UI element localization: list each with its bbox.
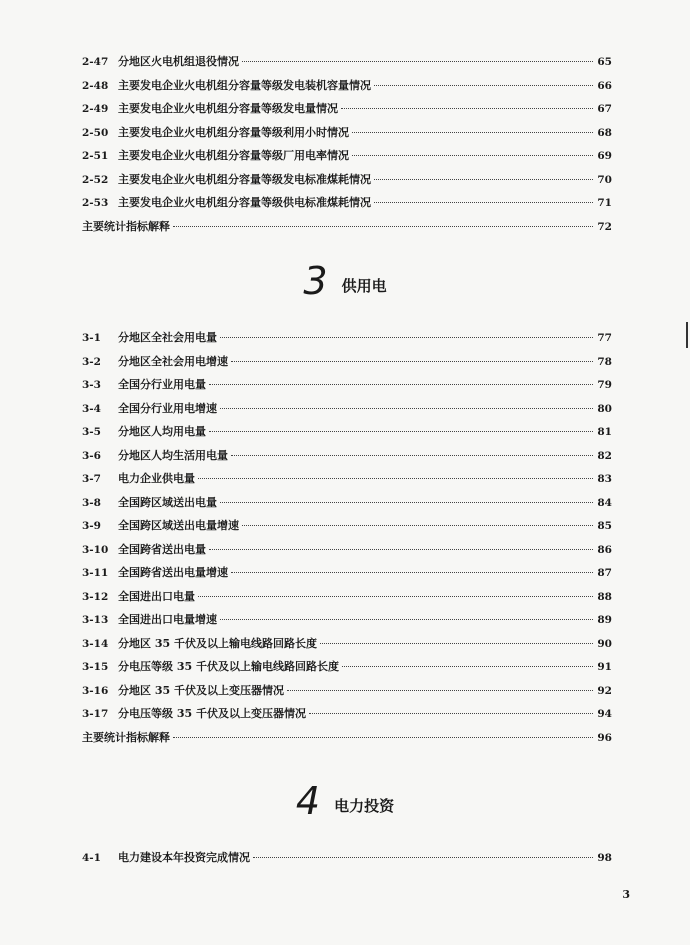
leader-dots xyxy=(220,502,593,503)
leader-dots xyxy=(374,202,593,203)
entry-title: 全国跨省送出电量 xyxy=(118,542,206,556)
toc-entry-notes[interactable] xyxy=(82,726,612,750)
leader-dots xyxy=(342,666,593,667)
entry-page: 86 xyxy=(597,543,612,556)
leader-dots xyxy=(198,596,593,597)
entry-title: 全国分行业用电增速 xyxy=(118,401,217,415)
toc-entry[interactable] xyxy=(82,50,612,74)
toc-entry[interactable] xyxy=(82,191,612,215)
toc-entry[interactable] xyxy=(82,561,612,585)
entry-page: 65 xyxy=(597,56,612,68)
toc-entry[interactable] xyxy=(82,679,612,703)
toc-entry[interactable] xyxy=(82,144,612,168)
entry-page: 96 xyxy=(597,731,612,744)
entry-title: 分地区火电机组退役情况 xyxy=(118,55,239,68)
toc-entry[interactable] xyxy=(82,467,612,491)
leader-dots xyxy=(173,226,593,227)
leader-dots xyxy=(220,619,593,620)
toc-entry[interactable] xyxy=(82,121,612,145)
entry-page: 85 xyxy=(597,520,612,532)
entry-number: 3-6 xyxy=(82,449,101,462)
entry-page: 80 xyxy=(597,402,612,415)
entry-number: 3-13 xyxy=(82,614,109,626)
entry-number: 2-51 xyxy=(82,150,109,162)
entry-title: 主要发电企业火电机组分容量等级利用小时情况 xyxy=(118,125,349,139)
toc-entry[interactable] xyxy=(82,702,612,726)
entry-title: 电力企业供电量 xyxy=(118,472,195,485)
entry-title: 主要发电企业火电机组分容量等级厂用电率情况 xyxy=(118,149,349,162)
entry-page: 88 xyxy=(597,590,612,603)
leader-dots xyxy=(320,643,593,644)
leader-dots xyxy=(309,713,593,714)
entry-number: 3-10 xyxy=(82,543,109,556)
entry-title: 全国跨区域送出电量 xyxy=(118,495,217,509)
chapter-number: 4 xyxy=(295,779,321,823)
entry-number: 3-3 xyxy=(82,379,101,391)
entry-number: 2-53 xyxy=(82,197,109,209)
chapter-number: 3 xyxy=(303,259,328,303)
entry-page: 87 xyxy=(597,567,612,579)
entry-title: 主要发电企业火电机组分容量等级发电标准煤耗情况 xyxy=(118,172,371,186)
entry-title: 分电压等级 35 千伏及以上输电线路回路长度 xyxy=(118,660,339,673)
entry-page: 84 xyxy=(597,496,612,509)
entry-title: 全国进出口电量增速 xyxy=(118,613,217,626)
leader-dots xyxy=(374,85,593,86)
toc-entry[interactable] xyxy=(82,514,612,538)
entry-page: 66 xyxy=(597,79,612,92)
toc-entry[interactable] xyxy=(82,608,612,632)
leader-dots xyxy=(253,857,593,858)
entry-number: 2-48 xyxy=(82,79,109,92)
entry-title: 分电压等级 35 千伏及以上变压器情况 xyxy=(118,707,306,720)
toc-entry[interactable] xyxy=(82,655,612,679)
entry-title: 主要发电企业火电机组分容量等级发电量情况 xyxy=(118,102,338,115)
toc-entry-notes[interactable] xyxy=(82,215,612,239)
entry-number: 2-50 xyxy=(82,126,109,139)
entry-number: 3-8 xyxy=(82,496,101,509)
entry-page: 91 xyxy=(597,661,612,673)
entry-number: 3-7 xyxy=(82,473,101,485)
entry-number: 3-4 xyxy=(82,402,101,415)
toc-entry[interactable] xyxy=(82,350,612,374)
entry-page: 77 xyxy=(597,332,612,344)
leader-dots xyxy=(173,737,593,738)
leader-dots xyxy=(231,572,593,573)
leader-dots xyxy=(231,455,593,456)
entry-title: 分地区 35 千伏及以上输电线路回路长度 xyxy=(118,636,317,650)
entry-title: 主要发电企业火电机组分容量等级发电装机容量情况 xyxy=(118,78,371,92)
entry-title: 全国跨省送出电量增速 xyxy=(118,566,228,579)
entry-page: 69 xyxy=(597,150,612,162)
toc-section-3 xyxy=(82,326,612,749)
entry-page: 78 xyxy=(597,355,612,368)
chapter-4-heading xyxy=(0,779,690,823)
entry-page: 98 xyxy=(597,852,612,864)
toc-section-2 xyxy=(82,50,612,238)
entry-page: 68 xyxy=(597,126,612,139)
leader-dots xyxy=(341,108,593,109)
entry-number: 3-17 xyxy=(82,708,109,720)
entry-page: 81 xyxy=(597,426,612,438)
entry-number: 3-2 xyxy=(82,355,101,368)
entry-title: 全国跨区域送出电量增速 xyxy=(118,519,239,532)
leader-dots xyxy=(220,408,593,409)
entry-page: 72 xyxy=(597,220,612,233)
leader-dots xyxy=(242,61,593,62)
leader-dots xyxy=(231,361,593,362)
toc-entry[interactable] xyxy=(82,373,612,397)
entry-number: 2-52 xyxy=(82,173,109,186)
toc-entry[interactable] xyxy=(82,491,612,515)
leader-dots xyxy=(352,132,593,133)
toc-entry[interactable] xyxy=(82,585,612,609)
entry-page: 70 xyxy=(597,173,612,186)
scan-edge-mark xyxy=(686,322,688,348)
entry-page: 71 xyxy=(597,197,612,209)
toc-entry[interactable] xyxy=(82,397,612,421)
entry-page: 90 xyxy=(597,637,612,650)
leader-dots xyxy=(209,431,593,432)
toc-entry[interactable] xyxy=(82,168,612,192)
entry-page: 67 xyxy=(597,103,612,115)
entry-number: 3-14 xyxy=(82,637,109,650)
toc-entry[interactable] xyxy=(82,846,612,870)
toc-section-4 xyxy=(82,846,612,870)
toc-entry[interactable] xyxy=(82,444,612,468)
leader-dots xyxy=(220,337,593,338)
entry-number: 3-5 xyxy=(82,426,101,438)
entry-number: 3-15 xyxy=(82,661,109,673)
entry-number: 3-12 xyxy=(82,590,109,603)
entry-page: 79 xyxy=(597,379,612,391)
entry-page: 92 xyxy=(597,684,612,697)
leader-dots xyxy=(287,690,593,691)
entry-title: 分地区 35 千伏及以上变压器情况 xyxy=(118,683,284,697)
leader-dots xyxy=(198,478,593,479)
entry-title: 分地区人均用电量 xyxy=(118,425,206,438)
page-number: 3 xyxy=(622,888,630,901)
entry-page: 89 xyxy=(597,614,612,626)
chapter-title: 供用电 xyxy=(341,277,387,295)
leader-dots xyxy=(209,384,593,385)
chapter-title: 电力投资 xyxy=(334,797,395,815)
entry-number: 3-1 xyxy=(82,332,101,344)
leader-dots xyxy=(242,525,593,526)
entry-number: 2-47 xyxy=(82,56,109,68)
entry-title: 电力建设本年投资完成情况 xyxy=(118,851,250,864)
entry-number: 2-49 xyxy=(82,103,109,115)
entry-title: 分地区全社会用电量 xyxy=(118,331,217,344)
chapter-3-heading xyxy=(0,259,690,303)
toc-entry[interactable] xyxy=(82,538,612,562)
entry-title: 分地区人均生活用电量 xyxy=(118,448,228,462)
leader-dots xyxy=(209,549,593,550)
entry-page: 82 xyxy=(597,449,612,462)
entry-title: 全国分行业用电量 xyxy=(118,378,206,391)
entry-title: 全国进出口电量 xyxy=(118,589,195,603)
toc-entry[interactable] xyxy=(82,420,612,444)
entry-title: 主要统计指标解释 xyxy=(82,219,170,233)
entry-title: 主要统计指标解释 xyxy=(82,730,170,744)
entry-number: 3-9 xyxy=(82,520,101,532)
toc-entry[interactable] xyxy=(82,97,612,121)
leader-dots xyxy=(374,179,593,180)
entry-number: 4-1 xyxy=(82,852,101,864)
toc-entry[interactable] xyxy=(82,632,612,656)
toc-entry[interactable] xyxy=(82,326,612,350)
entry-page: 83 xyxy=(597,473,612,485)
entry-page: 94 xyxy=(597,708,612,720)
toc-entry[interactable] xyxy=(82,74,612,98)
leader-dots xyxy=(352,155,593,156)
entry-number: 3-16 xyxy=(82,684,109,697)
entry-title: 分地区全社会用电增速 xyxy=(118,354,228,368)
entry-number: 3-11 xyxy=(82,567,109,579)
entry-title: 主要发电企业火电机组分容量等级供电标准煤耗情况 xyxy=(118,196,371,209)
